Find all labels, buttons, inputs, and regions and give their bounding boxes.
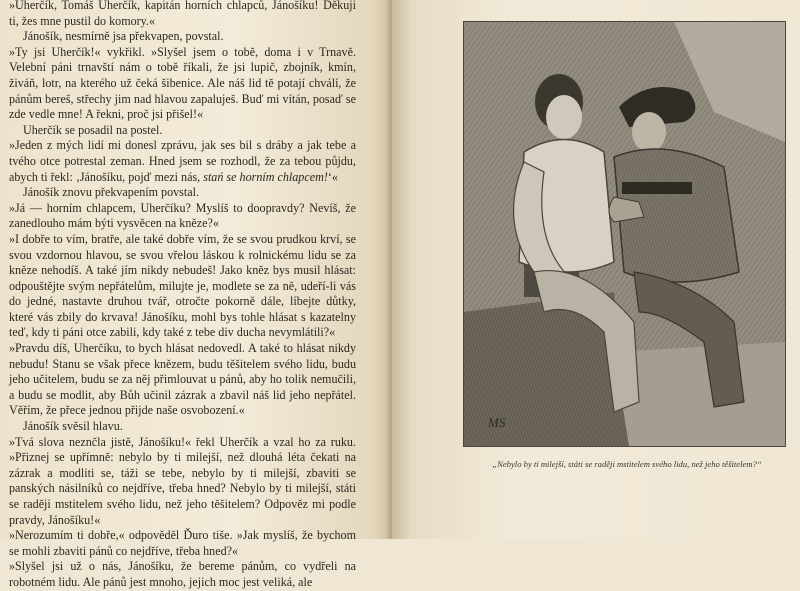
floor [614, 342, 785, 446]
artist-signature: MS [488, 415, 506, 430]
uhercik-belt [622, 182, 692, 194]
paragraph: »Tvá slova neznčla jistě, Jánošíku!« řekl Uherčík a vzal ho za ruku. »Přiznej se upřímně: nebylo by ti milejší, než dlouhá léta čekati na zázrak a modliti se, táži se tebe, nebylo by ti milejší, zbaviti se panských násilníků co nejdříve, třeba hned? Nebylo by ti milejší, státi se raději mstitelem svého lidu, než jeho těšitelem? Odpověz mi podle pravdy, Jánošíku!« [9, 434, 356, 527]
italic-phrase: stań se horním chlapcem! [203, 169, 328, 184]
uhercik-face [632, 112, 666, 152]
paragraph: »Uherčík, Tomáš Uherčík, kapitán horních chlapců, Jánošíku! Děkuji ti, žes mne pustil do komory.« [9, 0, 356, 28]
illustration-drawing [464, 22, 785, 446]
illustration [463, 21, 786, 447]
left-page [0, 0, 392, 589]
paragraph: Jánošík znovu překvapením povstal. [23, 185, 199, 200]
paragraph: Uherčík se posadil na postel. [23, 122, 163, 137]
paragraph: »Pravdu díš, Uherčíku, to bych hlásat nedovedl. A také to hlásat nikdy nebudu! Stanu se však přece knězem, budu těšitelem svého lidu, budu jeho učitelem, budu se za něj přimlouvat u pánů, aby ho tolik nemučili, a budu se modlit, aby Bůh učinil zázrak a zbavil náš lid jeho nepřátel. Věřím, že přece jednou přijde naše osvobození.« [9, 341, 356, 418]
paragraph: »Já — horním chlapcem, Uherčíku? Myslíš to doopravdy? Nevíš, že zanedlouho mám býti vysvěcen na kněze?« [9, 200, 356, 231]
paragraph: »Nerozumím ti dobře,« odpověděl Ďuro tiše. »Jak myslíš, že bychom se mohli zbaviti pánů co nejdříve, třeba hned?« [9, 528, 356, 558]
paragraph: Jánošík, nesmírně jsa překvapen, povstal. [23, 29, 224, 44]
paragraph: »I dobře to vím, bratře, ale také dobře vím, že se svou prudkou krví, se svou vzdornou hlavou, se svou vřelou láskou k rolnickému lidu se za kněze nehodíš. A také jím nikdy nebudeš! Jako kněz bys musil hlásat: odpouštějte svým nepřátelům, milujte je, modlete se za ně, udeří-li vás do jedné, nastavte druhou tvář, otročte pokorně dále, líbejte důtky, které vás zbily do krvava! Jánošíku, mohl bys tohle hlásat s kazatelny teď, kdy ti páni otce zabili, kdy také z tebe div ducha nevymlátili?« [9, 231, 356, 340]
paragraph: »Ty jsi Uherčík!« vykřikl. »Slyšel jsem o tobě, doma i v Trnavě. Velební páni trnavští nám o tobě říkali, že jsi lupič, zbojník, kmín, živáň, lotr, na kterého už čeká šibenice. Ale náš lid tě potají chválí, že pánům bereš, střechy jim nad hlavou zapaluješ. Buď mi vítán, posaď se zde vedle mne! A řekni, proč jsi přišel!« [9, 44, 356, 122]
paragraph-text: »Jeden z mých lidí mi donesl zprávu, jak ses bil s dráby a jak tebe a tvého otce potrestal zeman. Hned jsem se rozhodl, že za tebou půjdu, abych ti řekl: ‚Jánošíku, pojď mezi nás, [9, 138, 356, 184]
paragraph: Jánošík svěsil hlavu. [23, 419, 123, 434]
paragraph: »Slyšel jsi už o nás, Jánošíku, že bereme pánům, co vydřeli na robotném lidu. Ale pánů jest mnoho, jejich moc jest veliká, ale [9, 559, 356, 589]
paragraph [9, 138, 356, 185]
closing-quote: ‘« [327, 169, 338, 184]
illustration-caption: „Nebylo by ti milejší, státi se raději mstitelem svého lidu, než jeho těšitelem?“ [492, 459, 762, 469]
right-page [392, 0, 800, 539]
janosik-face [546, 95, 582, 139]
body-text [9, 0, 356, 591]
